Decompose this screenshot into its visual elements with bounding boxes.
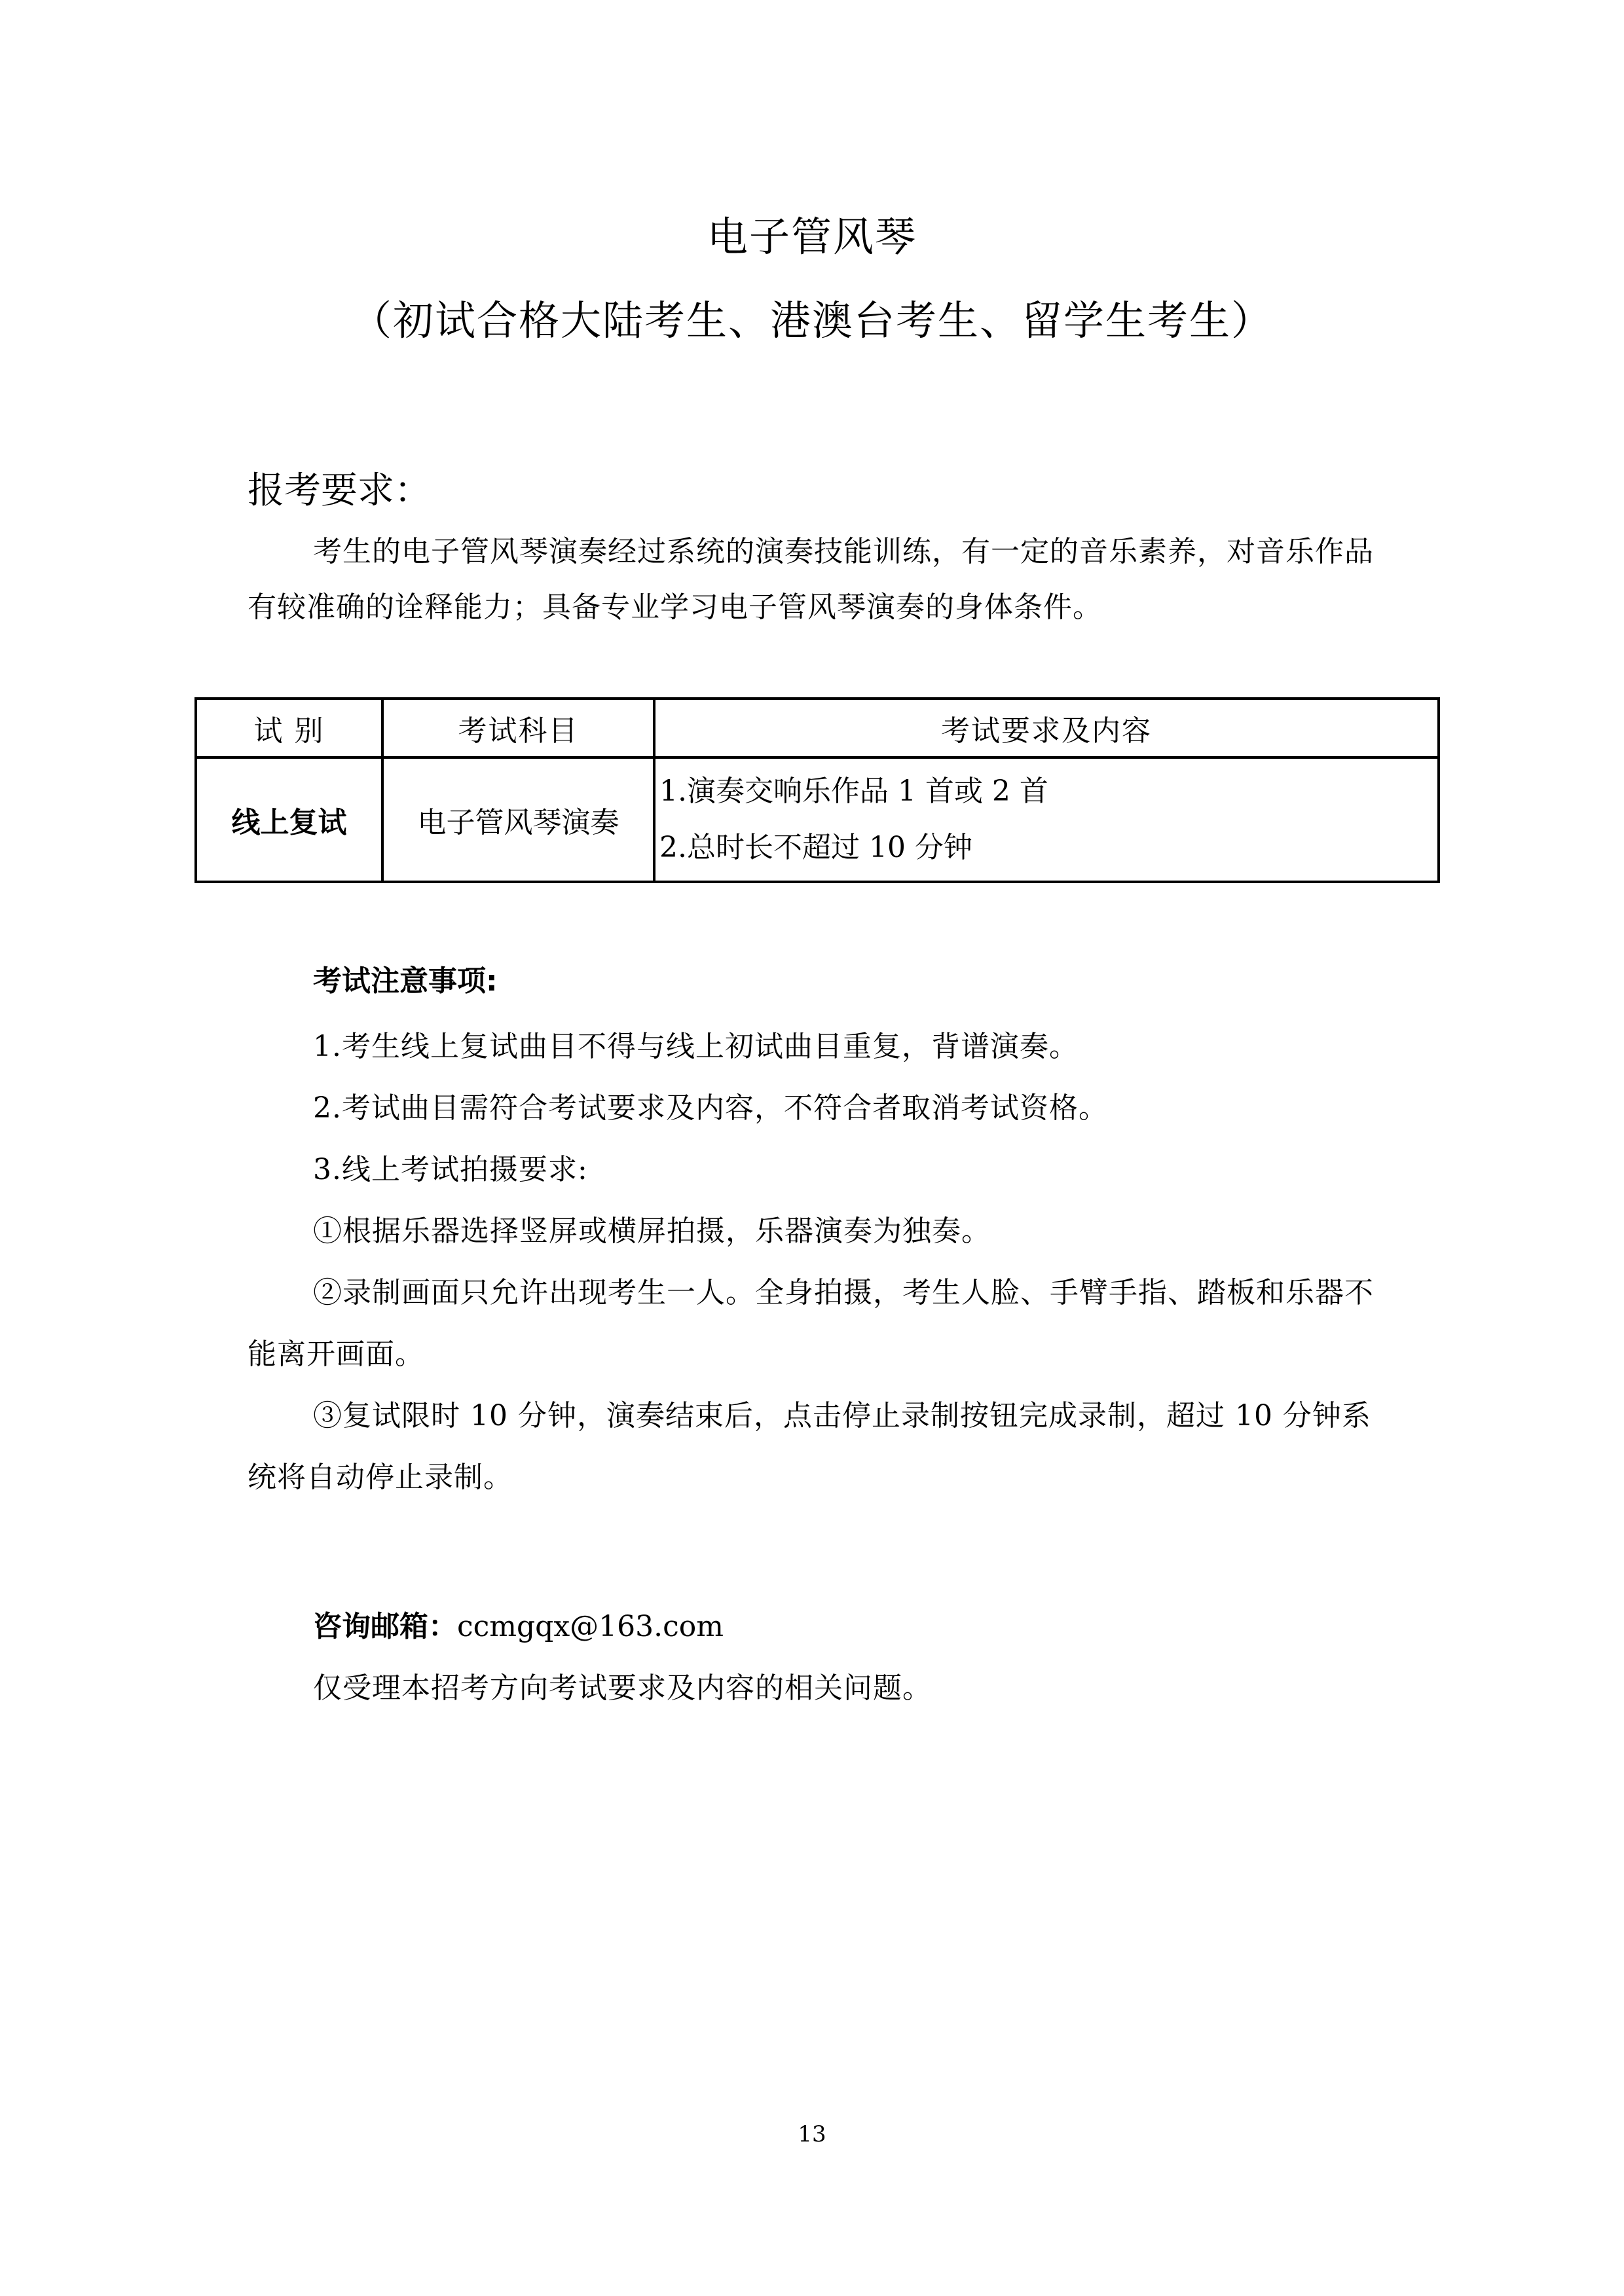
cell-content [654, 757, 1439, 882]
contact-label: 咨询邮箱： [313, 1610, 457, 1643]
notes-heading: 考试注意事项: [313, 964, 498, 998]
note-item: 1.考生线上复试曲目不得与线上初试曲目重复，背谱演奏。 [313, 1030, 1079, 1063]
note-item: ①根据乐器选择竖屏或横屏拍摄，乐器演奏为独奏。 [313, 1214, 991, 1248]
page-number: 13 [798, 2121, 826, 2147]
table-row [196, 757, 1439, 882]
table-header-row [196, 699, 1439, 757]
page-subtitle: （初试合格大陆考生、港澳台考生、留学生考生） [350, 297, 1273, 344]
page-title: 电子管风琴 [707, 213, 917, 261]
contact-scope: 仅受理本招考方向考试要求及内容的相关问题。 [313, 1671, 932, 1705]
note-item: 2.考试曲目需符合考试要求及内容，不符合者取消考试资格。 [313, 1091, 1108, 1125]
contact-line [313, 1603, 724, 1645]
note-item: ③复试限时 10 分钟，演奏结束后，点击停止录制按钮完成录制，超过 10 分钟系统将自动停止录制。 [248, 1399, 1371, 1494]
header-content: 考试要求及内容 [654, 699, 1439, 757]
content-item: 2.总时长不超过 10 分钟 [659, 831, 972, 864]
requirements-text: 考生的电子管风琴演奏经过系统的演奏技能训练，有一定的音乐素养，对音乐作品有较准确的诠释能力；具备专业学习电子管风琴演奏的身体条件。 [248, 535, 1374, 624]
header-subject: 考试科目 [382, 699, 654, 757]
note-item: ②录制画面只允许出现考生一人。全身拍摄，考生人脸、手臂手指、踏板和乐器不能离开画面。 [248, 1276, 1374, 1371]
content-item: 1.演奏交响乐作品 1 首或 2 首 [659, 774, 1048, 808]
requirements-heading: 报考要求： [248, 469, 431, 512]
header-category: 试 别 [196, 699, 382, 757]
cell-subject: 电子管风琴演奏 [382, 757, 654, 882]
contact-email: ccmgqx@163.com [457, 1610, 724, 1643]
notes-list [248, 1016, 1377, 1508]
cell-category: 线上复试 [196, 757, 382, 882]
exam-table [194, 697, 1440, 883]
note-item: 3.线上考试拍摄要求: [313, 1153, 588, 1186]
